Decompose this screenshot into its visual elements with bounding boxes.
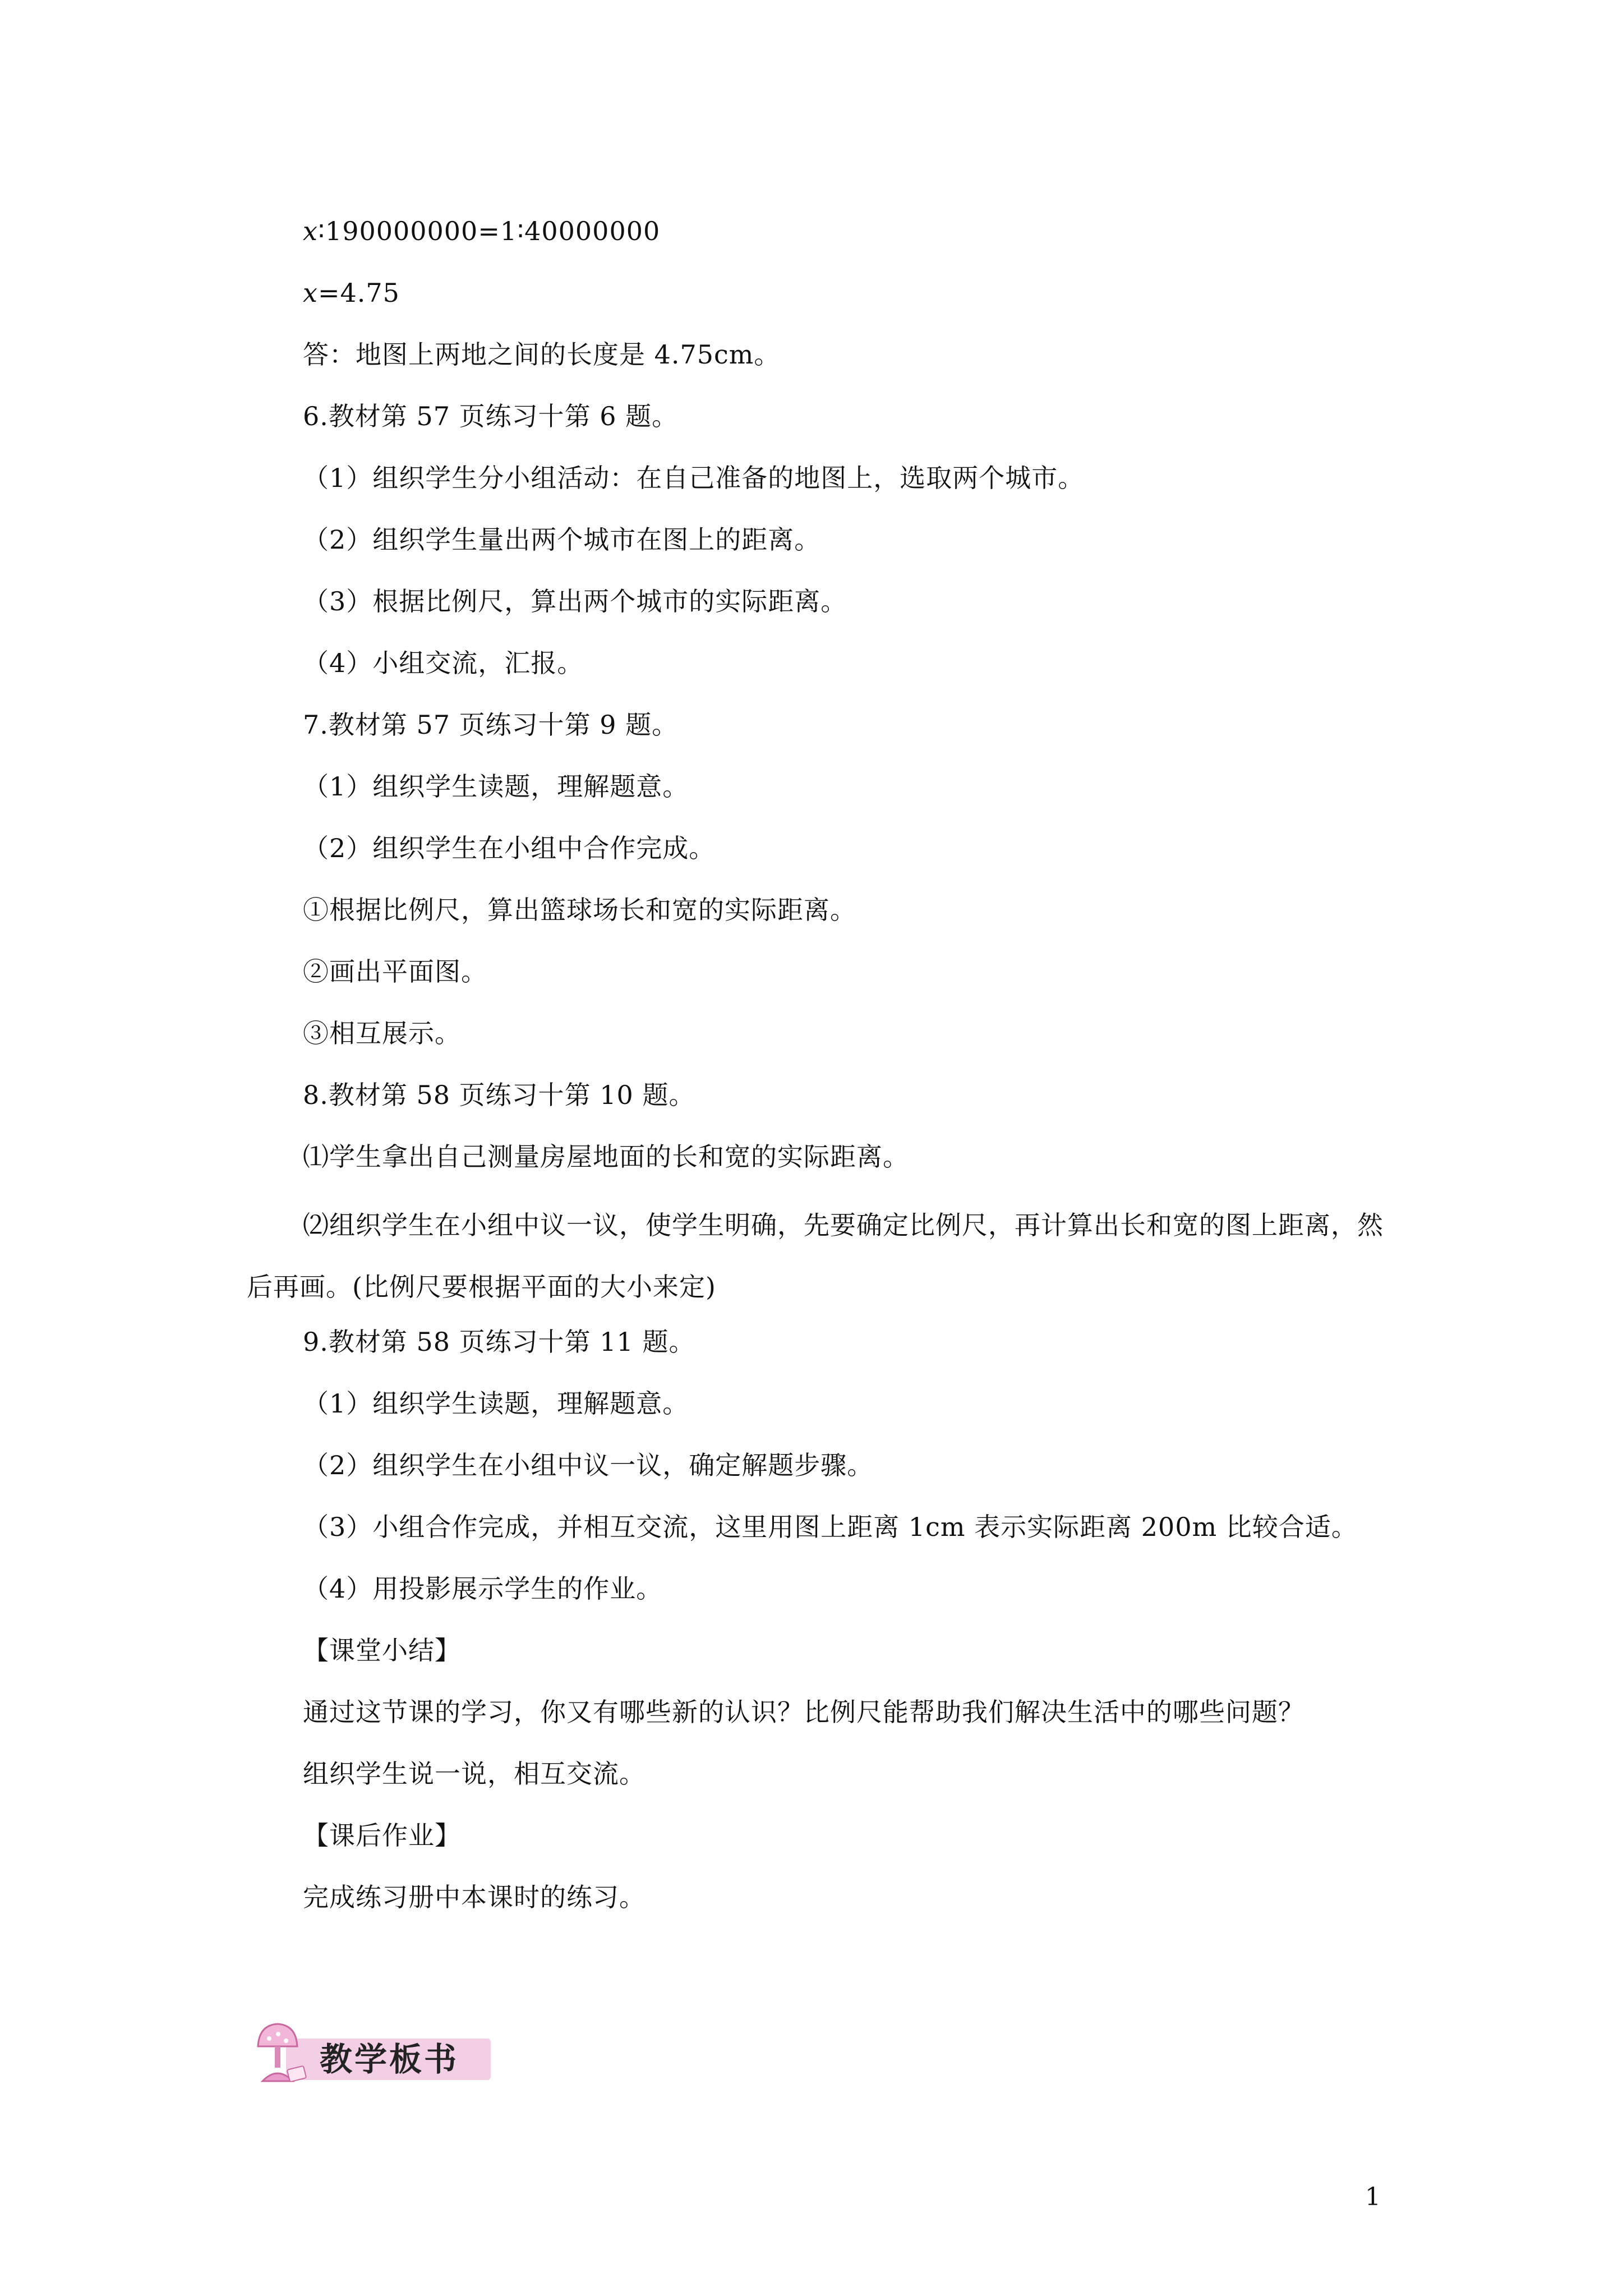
teaching-board-banner bbox=[247, 2014, 494, 2087]
exercise-heading-9: 9.教材第 58 页练习十第 11 题。 bbox=[303, 1327, 695, 1357]
step-item: （1）组织学生分小组活动：在自己准备的地图上，选取两个城市。 bbox=[303, 463, 1085, 493]
exercise-heading-7: 7.教材第 57 页练习十第 9 题。 bbox=[303, 710, 679, 740]
step-item: （4）用投影展示学生的作业。 bbox=[303, 1573, 663, 1604]
step-item: （3）小组合作完成，并相互交流，这里用图上距离 1cm 表示实际距离 200m 比较合适。 bbox=[303, 1512, 1358, 1542]
step-item: ⑴学生拿出自己测量房屋地面的长和宽的实际距离。 bbox=[303, 1142, 909, 1172]
sub-step-item: ①根据比例尺，算出篮球场长和宽的实际距离。 bbox=[303, 895, 856, 925]
step-item: （2）组织学生在小组中议一议，确定解题步骤。 bbox=[303, 1450, 874, 1480]
sub-step-item: ②画出平面图。 bbox=[303, 956, 487, 987]
step-item: （2）组织学生量出两个城市在图上的距离。 bbox=[303, 524, 821, 555]
desk-lamp-icon bbox=[247, 2014, 308, 2087]
page-number: 1 bbox=[1365, 2183, 1381, 2211]
step-item-wrapped: ⑵组织学生在小组中议一议，使学生明确，先要确定比例尺，再计算出长和宽的图上距离，然后再画。(比例尺要根据平面的大小来定) bbox=[247, 1210, 1384, 1302]
banner-title: 教学板书 bbox=[320, 2040, 459, 2078]
homework-text: 完成练习册中本课时的练习。 bbox=[303, 1882, 645, 1912]
summary-text: 通过这节课的学习，你又有哪些新的认识？比例尺能帮助我们解决生活中的哪些问题？ bbox=[303, 1697, 1304, 1727]
step-item: （2）组织学生在小组中合作完成。 bbox=[303, 833, 716, 863]
step-item: （3）根据比例尺，算出两个城市的实际距离。 bbox=[303, 586, 847, 616]
sub-step-item: ③相互展示。 bbox=[303, 1018, 461, 1048]
section-heading-summary: 【课堂小结】 bbox=[303, 1635, 461, 1665]
step-item: （1）组织学生读题，理解题意。 bbox=[303, 771, 689, 802]
answer-line: 答：地图上两地之间的长度是 4.75cm。 bbox=[303, 339, 781, 370]
exercise-heading-6: 6.教材第 57 页练习十第 6 题。 bbox=[303, 401, 679, 431]
equation-line-1: x∶190000000=1∶40000000 bbox=[303, 216, 661, 246]
equation-line-2: x=4.75 bbox=[303, 278, 400, 308]
step-item: （4）小组交流，汇报。 bbox=[303, 648, 584, 678]
section-heading-homework: 【课后作业】 bbox=[303, 1820, 461, 1851]
step-item: （1）组织学生读题，理解题意。 bbox=[303, 1388, 689, 1419]
summary-text: 组织学生说一说，相互交流。 bbox=[303, 1759, 645, 1789]
exercise-heading-8: 8.教材第 58 页练习十第 10 题。 bbox=[303, 1080, 695, 1110]
